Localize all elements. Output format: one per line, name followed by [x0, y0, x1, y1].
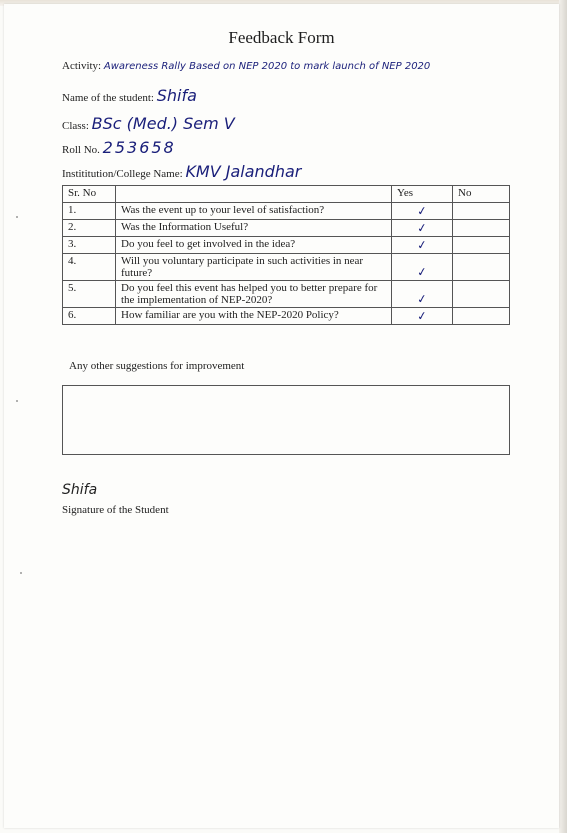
row-question: How familiar are you with the NEP-2020 Policy? [116, 308, 392, 325]
row-question: Was the Information Useful? [116, 220, 392, 237]
row-question: Was the event up to your level of satisfaction? [116, 203, 392, 220]
header-yes: Yes [392, 186, 453, 203]
yes-cell [392, 308, 453, 325]
scan-right-edge [559, 0, 567, 833]
institution-value: KMV Jalandhar [185, 162, 302, 181]
no-cell [453, 220, 510, 237]
roll-no-label: Roll No. [62, 144, 100, 156]
feedback-table [62, 185, 510, 325]
checkmark-icon: ✓ [416, 220, 428, 236]
activity-value: Awareness Rally Based on NEP 2020 to mark launch of NEP 2020 [103, 61, 431, 72]
roll-no-value: 253658 [102, 138, 176, 157]
feedback-form-page [4, 4, 559, 828]
class-label: Class: [62, 120, 89, 132]
row-question: Will you voluntary participate in such activities in near future? [116, 254, 392, 281]
checkmark-icon: ✓ [416, 203, 428, 219]
no-cell [453, 203, 510, 220]
suggestions-label: Any other suggestions for improvement [69, 360, 245, 372]
row-sr: 1. [63, 203, 116, 220]
table-row [63, 237, 510, 254]
form-title: Feedback Form [228, 28, 335, 47]
checkmark-icon: ✓ [416, 264, 428, 280]
no-cell [453, 254, 510, 281]
row-sr: 3. [63, 237, 116, 254]
activity-label: Activity: [62, 60, 102, 72]
header-sr-no: Sr. No [63, 186, 116, 203]
header-no: No [453, 186, 510, 203]
row-sr: 5. [63, 281, 116, 308]
checkmark-icon: ✓ [416, 237, 428, 253]
student-name-value: Shifa [156, 86, 197, 105]
scan-speck [16, 216, 18, 218]
table-row [63, 254, 510, 281]
signature-label: Signature of the Student [62, 504, 169, 516]
class-value: BSc (Med.) Sem V [91, 114, 235, 133]
checkmark-icon: ✓ [416, 308, 428, 324]
yes-cell [392, 254, 453, 281]
suggestions-box [62, 385, 510, 455]
header-question [116, 186, 392, 203]
row-question: Do you feel to get involved in the idea? [116, 237, 392, 254]
yes-cell [392, 237, 453, 254]
row-sr: 4. [63, 254, 116, 281]
row-question: Do you feel this event has helped you to better prepare for the implementation of NEP-2020? [116, 281, 392, 308]
no-cell [453, 237, 510, 254]
institution-label: Instititution/College Name: [62, 168, 183, 180]
table-row [63, 281, 510, 308]
checkmark-icon: ✓ [416, 291, 428, 307]
table-row [63, 308, 510, 325]
row-sr: 6. [63, 308, 116, 325]
student-name-field [62, 86, 197, 105]
activity-field [62, 60, 430, 72]
yes-cell [392, 281, 453, 308]
no-cell [453, 281, 510, 308]
roll-no-field [62, 138, 176, 157]
row-sr: 2. [63, 220, 116, 237]
student-signature: Shifa [62, 482, 98, 498]
student-name-label: Name of the student: [62, 92, 154, 104]
scan-speck [16, 400, 18, 402]
institution-field [62, 162, 301, 181]
scan-speck [20, 572, 22, 574]
no-cell [453, 308, 510, 325]
class-field [62, 114, 235, 133]
